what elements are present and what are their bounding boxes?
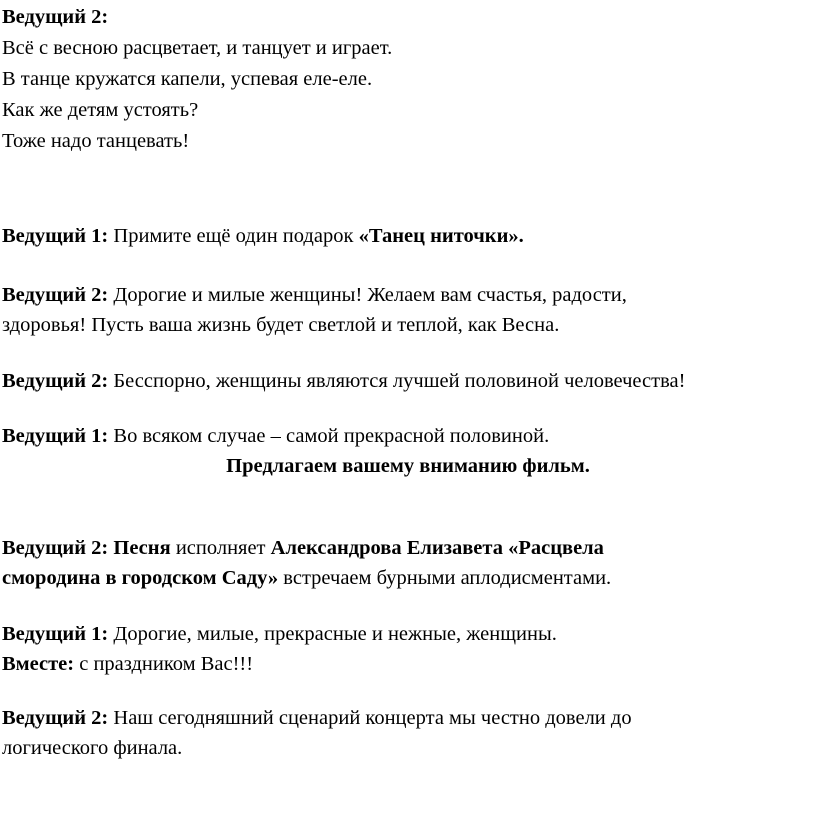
together-label: Вместе: (2, 653, 75, 675)
paragraph (2, 649, 253, 679)
paragraph (2, 280, 627, 310)
dance-title: «Танец ниточки». (358, 225, 524, 247)
paragraph-text: исполняет (170, 537, 271, 559)
paragraph-text: здоровья! Пусть ваша жизнь будет светлой и теплой, как Весна. (2, 314, 560, 336)
speaker-label: Ведущий 2: (2, 370, 109, 392)
song-label: Песня (108, 537, 171, 559)
song-title: смородина в городском Саду» (2, 567, 279, 589)
paragraph-text: Во всяком случае – самой прекрасной половиной. (108, 425, 550, 447)
verse-line: Как же детям устоять? (2, 99, 199, 121)
speaker-label: Ведущий 2: (2, 284, 109, 306)
performer-name: Александрова Елизавета «Расцвела (270, 537, 604, 559)
verse-line: Всё с весною расцветает, и танцует и играет. (2, 37, 393, 59)
speaker-label: Ведущий 2: (2, 6, 109, 28)
paragraph-text: Дорогие и милые женщины! Желаем вам счастья, радости, (108, 284, 627, 306)
paragraph (2, 221, 524, 251)
paragraph-text: Дорогие, милые, прекрасные и нежные, женщины. (108, 623, 557, 645)
paragraph-text: встречаем бурными аплодисментами. (278, 567, 612, 589)
paragraph-text: Наш сегодняшний сценарий концерта мы честно довели до (108, 707, 632, 729)
paragraph-text: логического финала. (2, 737, 183, 759)
speaker-label: Ведущий 1: (2, 623, 109, 645)
speaker-label: Ведущий 1: (2, 425, 109, 447)
speaker-label: Ведущий 2: (2, 537, 109, 559)
verse-line: В танце кружатся капели, успевая еле-еле. (2, 68, 373, 90)
paragraph-text: Бесспорно, женщины являются лучшей половиной человечества! (108, 370, 686, 392)
paragraph-text: с праздником Вас!!! (74, 653, 254, 675)
paragraph (2, 366, 685, 396)
paragraph (2, 533, 604, 563)
paragraph (2, 619, 557, 649)
verse-line: Тоже надо танцевать! (2, 130, 190, 152)
paragraph (2, 563, 611, 593)
film-announcement: Предлагаем вашему вниманию фильм. (226, 455, 590, 477)
speaker-label: Ведущий 1: (2, 225, 109, 247)
speaker-label: Ведущий 2: (2, 707, 109, 729)
paragraph (2, 703, 632, 733)
paragraph (2, 421, 549, 451)
paragraph-text: Примите ещё один подарок (108, 225, 359, 247)
